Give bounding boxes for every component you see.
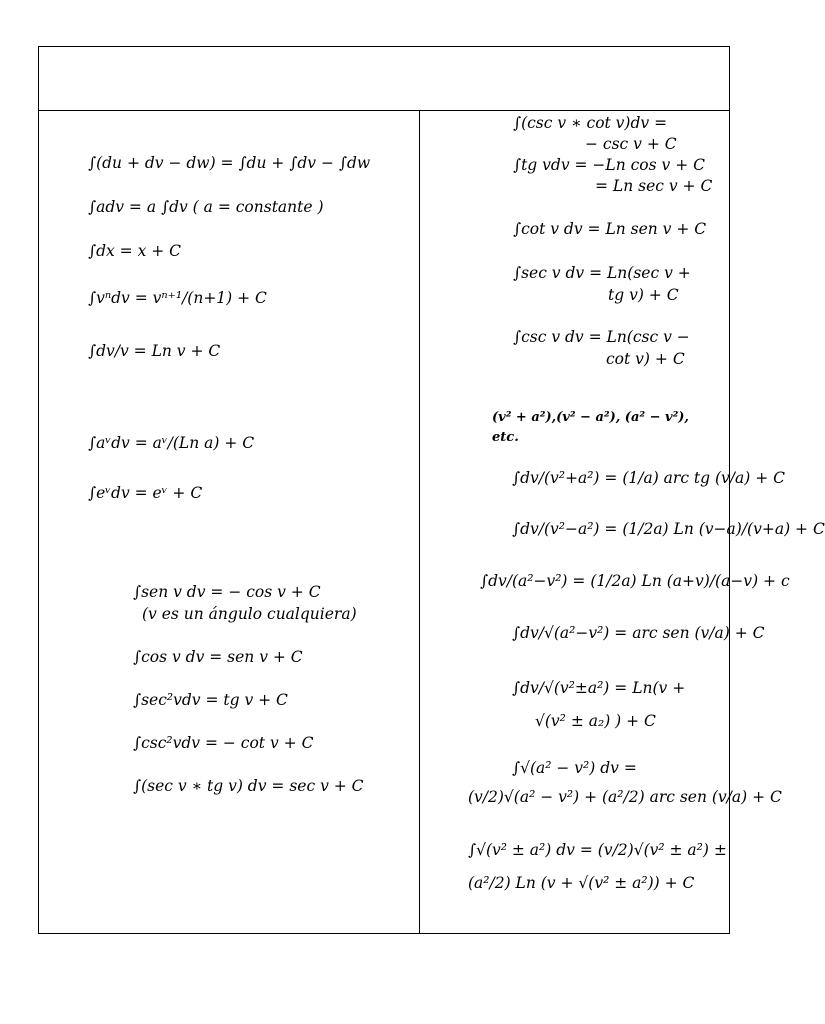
forms-list-line2: etc. [492, 430, 519, 445]
formula-csc-cot-line1: ∫(csc v ∗ cot v)dv = [513, 114, 668, 132]
formula-v2-minus-a2: ∫dv/(v²−a²) = (1/2a) Ln (v−a)/(v+a) + C [512, 520, 825, 538]
formula-csc-line2: cot v) + C [606, 350, 685, 368]
formula-csc-cot-line2: − csc v + C [585, 135, 677, 153]
formula-csc-line1: ∫csc v dv = Ln(csc v − [513, 328, 690, 346]
formula-arcsin: ∫dv/√(a²−v²) = arc sen (v/a) + C [512, 624, 765, 642]
formula-sqrt-v2-a2-line2: (a²/2) Ln (v + √(v² ± a²)) + C [468, 874, 695, 892]
formula-csc2: ∫csc²vdv = − cot v + C [133, 734, 314, 752]
formula-ln-sqrt-line2: √(v² ± a₂) ) + C [535, 712, 656, 730]
formula-power-rule: ∫vⁿdv = vⁿ⁺¹/(n+1) + C [88, 289, 267, 307]
formula-sec-line2: tg v) + C [608, 286, 679, 304]
formula-log-rule: ∫dv/v = Ln v + C [88, 342, 221, 360]
formula-sum-rule: ∫(du + dv − dw) = ∫du + ∫dv − ∫dw [88, 154, 371, 172]
forms-list-line1: (v² + a²),(v² − a²), (a² − v²), [492, 410, 689, 425]
formula-sec-tg: ∫(sec v ∗ tg v) dv = sec v + C [133, 777, 364, 795]
formula-sqrt-a2-v2-line2: (v/2)√(a² − v²) + (a²/2) arc sen (v/a) + C [468, 788, 782, 806]
formula-sqrt-a2-v2-line1: ∫√(a² − v²) dv = [512, 759, 637, 777]
formula-constant-rule: ∫adv = a ∫dv ( a = constante ) [88, 198, 324, 216]
formula-exp-e: ∫eᵛdv = eᵛ + C [88, 484, 203, 502]
formula-v2-plus-a2: ∫dv/(v²+a²) = (1/a) arc tg (v/a) + C [512, 469, 786, 487]
formula-sin-note: (v es un ángulo cualquiera) [142, 605, 357, 623]
formula-sqrt-v2-a2-line1: ∫√(v² ± a²) dv = (v/2)√(v² ± a²) ± [468, 841, 727, 859]
header-divider [39, 110, 729, 111]
formula-exp-a: ∫aᵛdv = aᵛ/(Ln a) + C [88, 434, 255, 452]
formula-sin: ∫sen v dv = − cos v + C [133, 583, 321, 601]
table-header-cell [39, 47, 729, 110]
formula-sec2: ∫sec²vdv = tg v + C [133, 691, 288, 709]
formula-tg-line2: = Ln sec v + C [595, 177, 713, 195]
formula-cos: ∫cos v dv = sen v + C [133, 648, 303, 666]
formula-tg-line1: ∫tg vdv = −Ln cos v + C [513, 156, 705, 174]
column-divider [419, 110, 420, 933]
formula-cot: ∫cot v dv = Ln sen v + C [513, 220, 707, 238]
formula-a2-minus-v2: ∫dv/(a²−v²) = (1/2a) Ln (a+v)/(a−v) + c [480, 572, 790, 590]
formula-sec-line1: ∫sec v dv = Ln(sec v + [513, 264, 691, 282]
formula-dx: ∫dx = x + C [88, 242, 182, 260]
formula-ln-sqrt-line1: ∫dv/√(v²±a²) = Ln(v + [512, 679, 686, 697]
